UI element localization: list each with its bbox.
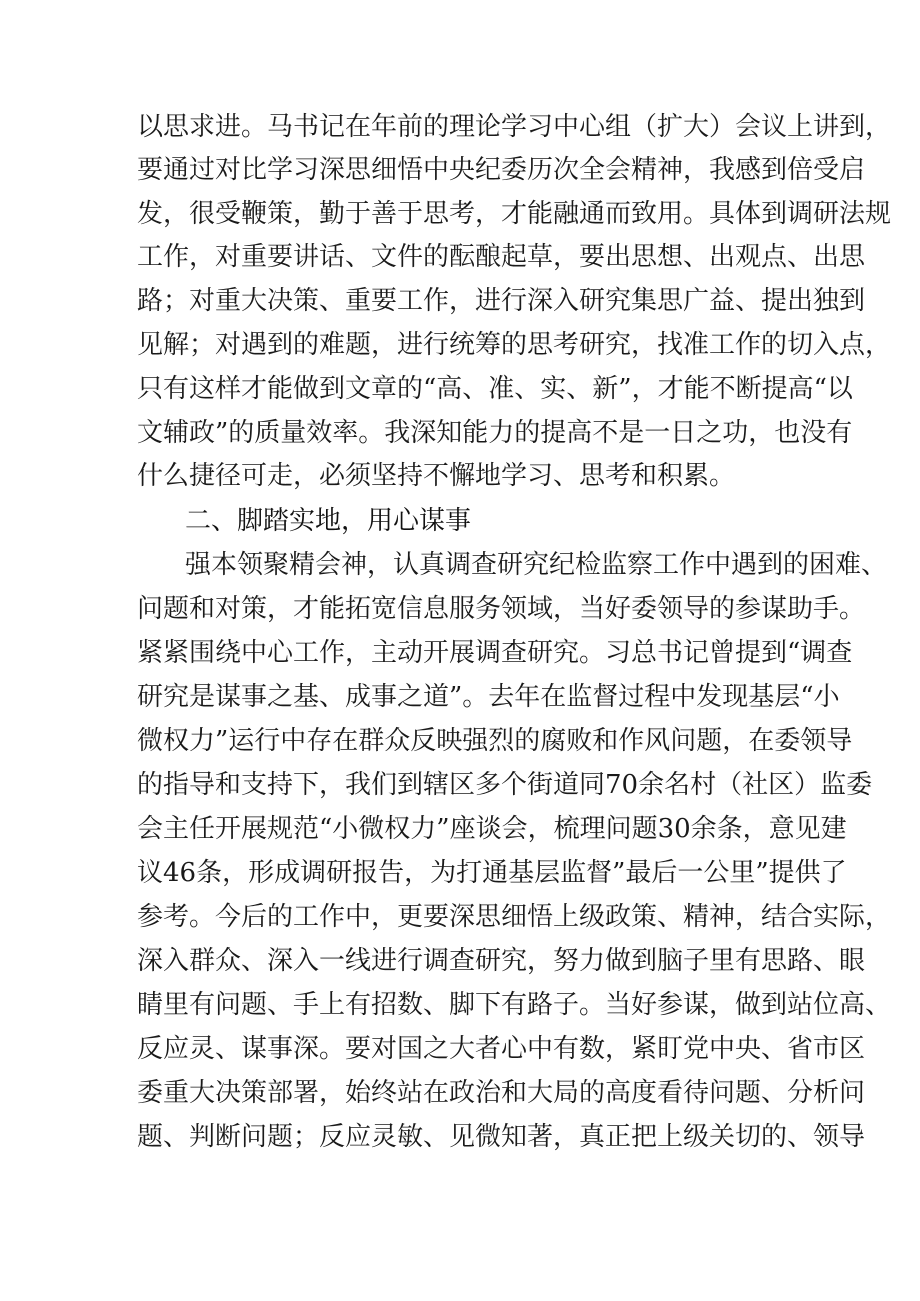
paragraph-2-line-3: 紧紧围绕中心工作，主动开展调查研究。习总书记曾提到“调查: [137, 638, 853, 668]
paragraph-1-line-6: 见解；对遇到的难题，进行统筹的思考研究，找准工作的切入点，: [137, 330, 892, 360]
paragraph-2-line-4: 研究是谋事之基、成事之道”。去年在监督过程中发现基层“小: [137, 682, 840, 712]
paragraph-1-line-5: 路；对重大决策、重要工作，进行深入研究集思广益、提出独到: [137, 286, 866, 316]
paragraph-1-line-8: 文辅政”的质量效率。我深知能力的提高不是一日之功，也没有: [137, 418, 853, 448]
paragraph-2-line-13: 委重大决策部署，始终站在政治和大局的高度看待问题、分析问: [137, 1078, 866, 1108]
paragraph-2-line-7: 会主任开展规范“小微权力”座谈会，梳理问题30余条，意见建: [137, 814, 847, 844]
paragraph-2-line-1: 强本领聚精会神，认真调查研究纪检监察工作中遇到的困难、: [185, 550, 888, 580]
paragraph-1-line-3: 发，很受鞭策，勤于善于思考，才能融通而致用。具体到调研法规: [137, 199, 892, 229]
paragraph-2-line-2: 问题和对策，才能拓宽信息服务领域，当好委领导的参谋助手。: [137, 594, 866, 624]
paragraph-2-line-8: 议46条，形成调研报告，为打通基层监督”最后一公里”提供了: [137, 858, 847, 888]
paragraph-2-line-14: 题、判断问题；反应灵敏、见微知著，真正把上级关切的、领导: [137, 1122, 866, 1152]
paragraph-1-line-7: 只有这样才能做到文章的“高、准、实、新”，才能不断提高“以: [137, 374, 853, 404]
paragraph-1-line-2: 要通过对比学习深思细悟中央纪委历次全会精神，我感到倍受启: [137, 155, 866, 185]
paragraph-2-line-9: 参考。今后的工作中，更要深思细悟上级政策、精神，结合实际，: [137, 902, 892, 932]
paragraph-2-line-10: 深入群众、深入一线进行调查研究，努力做到脑子里有思路、眼: [137, 946, 866, 976]
paragraph-2-line-6: 的指导和支持下，我们到辖区多个街道同70余名村（社区）监委: [137, 770, 873, 800]
paragraph-2-line-12: 反应灵、谋事深。要对国之大者心中有数，紧盯党中央、省市区: [137, 1034, 866, 1064]
paragraph-1-line-1: 以思求进。马书记在年前的理论学习中心组（扩大）会议上讲到，: [137, 112, 892, 142]
paragraph-2-line-5: 微权力”运行中存在群众反映强烈的腐败和作风问题，在委领导: [137, 726, 853, 756]
paragraph-1-line-9: 什么捷径可走，必须坚持不懈地学习、思考和积累。: [137, 461, 736, 491]
paragraph-2-line-11: 睛里有问题、手上有招数、脚下有路子。当好参谋，做到站位高、: [137, 990, 892, 1020]
section-heading: 二、脚踏实地，用心谋事: [185, 506, 472, 536]
paragraph-1-line-4: 工作，对重要讲话、文件的酝酿起草，要出思想、出观点、出思: [137, 242, 866, 272]
